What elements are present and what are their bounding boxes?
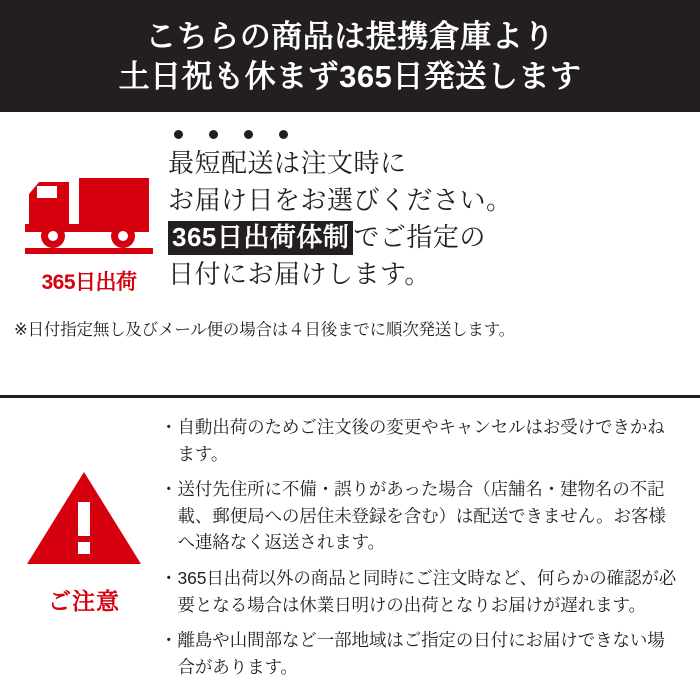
delivery-truck-block — [10, 124, 168, 296]
list-item-text: 自動出荷のためご注文後の変更やキャンセルはお受けできかねます。 — [177, 417, 665, 464]
caution-label: ご注意 — [48, 588, 120, 614]
bullet-mark: ・ — [160, 567, 178, 588]
caution-section — [0, 398, 700, 700]
bullet-mark: ・ — [160, 479, 178, 500]
header-line-1: こちらの商品は提携倉庫より — [145, 19, 555, 55]
delivery-text-block — [168, 124, 690, 293]
delivery-line-3 — [168, 219, 690, 256]
decorative-dots — [168, 130, 690, 139]
list-item-text: 送付先住所に不備・誤りがあった場合（店舗名・建物名の不記載、郵便局への居住未登録を含む）は配送できません。お客様へ連絡なく返送されます。 — [177, 479, 666, 553]
delivery-line-1: 最短配送は注文時に — [168, 148, 407, 178]
dot-4 — [279, 130, 288, 139]
delivery-section — [0, 112, 700, 398]
list-item-text: 離島や山間部など一部地域はご指定の日付にお届けできない場合があります。 — [177, 630, 665, 677]
list-item — [160, 627, 682, 680]
dot-2 — [209, 130, 218, 139]
dot-3 — [244, 130, 253, 139]
truck-caption: 365日出荷 — [41, 271, 137, 294]
dot-1 — [174, 130, 183, 139]
list-item — [160, 476, 682, 556]
delivery-note: ※日付指定無し及びメール便の場合は４日後までに順次発送します。 — [14, 321, 515, 339]
delivery-body — [0, 120, 700, 296]
caution-icon-block — [8, 412, 160, 694]
bullet-mark: ・ — [160, 630, 178, 651]
caution-list — [160, 412, 686, 694]
list-item — [160, 565, 682, 618]
bullet-mark: ・ — [160, 417, 178, 437]
delivery-line-3-rest: でご指定の — [353, 221, 486, 252]
delivery-line-2: お届け日をお選びください。 — [168, 184, 513, 215]
header-line-2: 土日祝も休まず365日発送します — [118, 59, 582, 94]
list-item — [160, 414, 682, 467]
delivery-truck-icon — [25, 172, 153, 258]
warning-triangle-icon — [25, 468, 143, 573]
banner-header — [0, 0, 700, 112]
delivery-line-4: 日付にお届けします。 — [168, 258, 431, 289]
delivery-highlight: 365日出荷体制 — [168, 221, 353, 255]
list-item-text: 365日出荷以外の商品と同時にご注文時など、何らかの確認が必要となる場合は休業日明けの出荷となりお届けが遅れます。 — [177, 567, 677, 615]
